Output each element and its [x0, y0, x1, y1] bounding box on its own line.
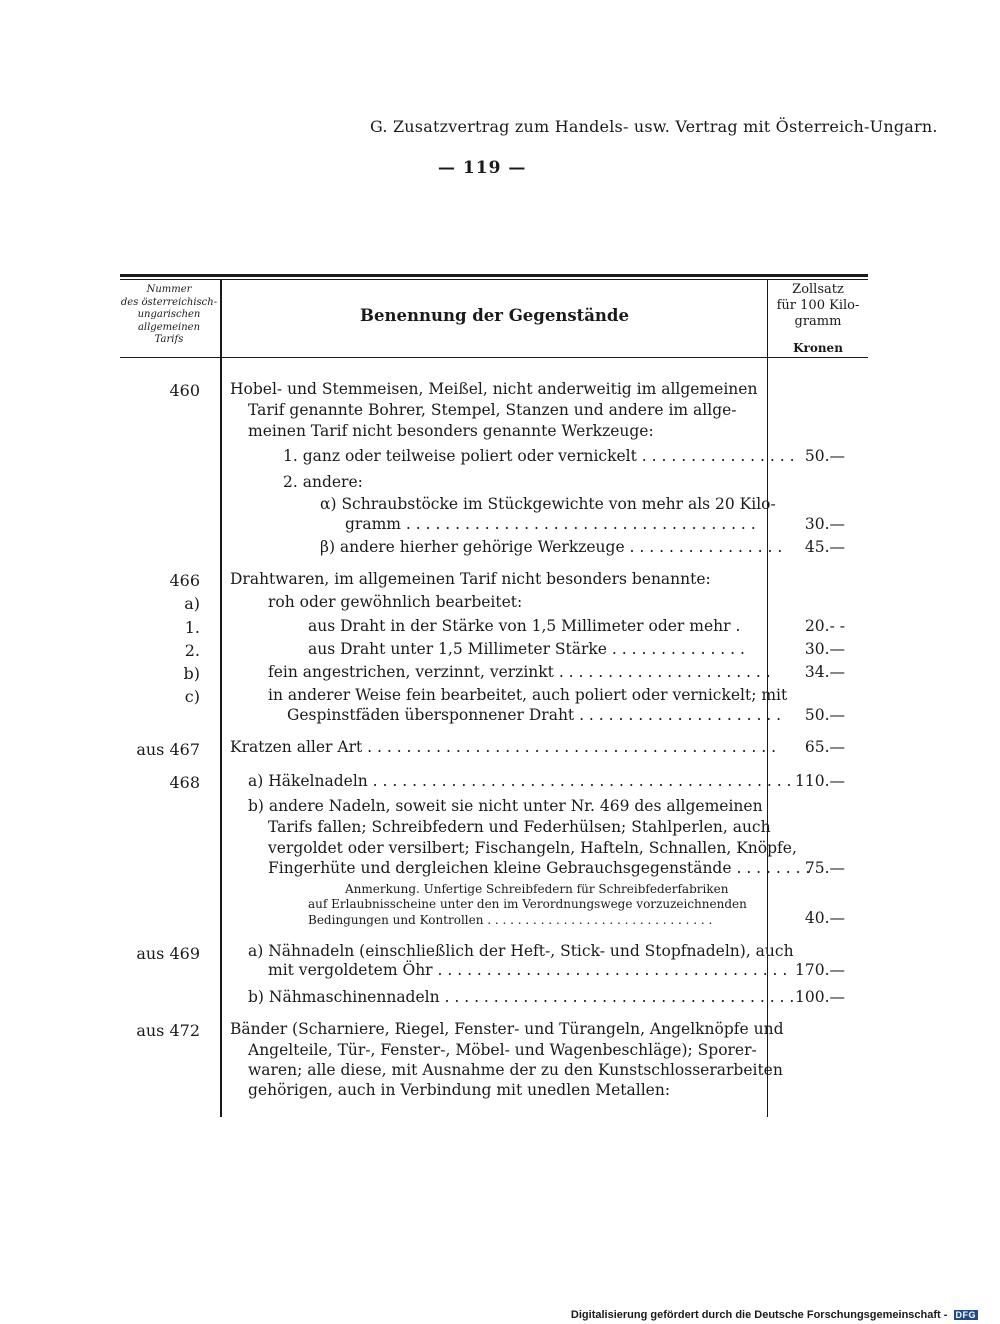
item-description: Tarifs fallen; Schreibfedern und Federhülsen; Stahlperlen, auch [268, 818, 771, 836]
item-description: Angelteile, Tür-, Fenster-, Möbel- und Wagenbeschläge); Sporer- [248, 1041, 757, 1059]
duty-rate: 170.— [794, 961, 845, 979]
duty-rate: 30.— [804, 640, 845, 658]
tariff-number: 2. [184, 641, 200, 660]
tariff-number: a) [184, 594, 200, 613]
header-rate-unit: Kronen [793, 341, 843, 355]
item-description: Hobel- und Stemmeisen, Meißel, nicht anderweitig im allgemeinen [230, 380, 758, 398]
page-number: — 119 — [438, 158, 527, 178]
footer-credit-text: Digitalisierung gefördert durch die Deutsche Forschungsgemeinschaft - [570, 1309, 948, 1321]
item-description: roh oder gewöhnlich bearbeitet: [268, 593, 523, 611]
duty-rate: 20.- - [804, 617, 845, 635]
tariff-number: c) [184, 687, 200, 706]
tariff-number: 1. [184, 618, 200, 637]
item-description: b) Nähmaschinennadeln . . . . . . . . . . . . . . . . . . . . . . . . . . . . . . . . . . . . [248, 988, 795, 1006]
header-col-rate: Zollsatz für 100 Kilo- gramm [776, 282, 860, 329]
item-description: fein angestrichen, verzinnt, verzinkt . . . . . . . . . . . . . . . . . . . . . . [268, 663, 771, 681]
tariff-number: 460 [169, 381, 200, 400]
item-description: mit vergoldetem Öhr . . . . . . . . . . . . . . . . . . . . . . . . . . . . . . . . . . . . [268, 961, 788, 979]
dfg-logo-icon: DFG [955, 1310, 976, 1320]
running-title: G. Zusatzvertrag zum Handels- usw. Vertrag mit Österreich-Ungarn. [370, 117, 938, 136]
header-col-description: Benennung der Gegenstände [360, 306, 629, 325]
item-description: vergoldet oder versilbert; Fischangeln, Hafteln, Schnallen, Knöpfe, [268, 839, 797, 857]
duty-rate: 45.— [804, 538, 845, 556]
footer-credit [571, 1309, 978, 1321]
item-description: Kratzen aller Art . . . . . . . . . . . . . . . . . . . . . . . . . . . . . . . . . . . . . . . . . . [230, 738, 777, 756]
note-text: Bedingungen und Kontrollen . . . . . . . . . . . . . . . . . . . . . . . . . . . . . . [308, 913, 713, 927]
item-description: aus Draht in der Stärke von 1,5 Millimeter oder mehr . [308, 617, 741, 635]
duty-rate: 34.— [804, 663, 845, 681]
item-description: β) andere hierher gehörige Werkzeuge . . . . . . . . . . . . . . . . [320, 538, 783, 556]
duty-rate: 75.— [804, 859, 845, 877]
duty-rate: 30.— [804, 515, 845, 533]
tariff-number: 466 [169, 571, 200, 590]
header-col-number: Nummer des österreichisch- ungarischen allgemeinen Tarifs [120, 284, 218, 345]
item-description: Fingerhüte und dergleichen kleine Gebrauchsgegenstände . . . . . . . . [268, 859, 811, 877]
note-text: Anmerkung. Unfertige Schreibfedern für Schreibfederfabriken [345, 882, 729, 896]
item-description: Bänder (Scharniere, Riegel, Fenster- und Türangeln, Angelknöpfe und [230, 1020, 784, 1038]
tariff-number: 468 [169, 773, 200, 792]
duty-rate: 110.— [794, 772, 845, 790]
item-description: gramm . . . . . . . . . . . . . . . . . . . . . . . . . . . . . . . . . . . . [345, 515, 756, 533]
note-text: auf Erlaubnisscheine unter den im Verordnungswege vorzuzeichnenden [308, 897, 747, 911]
duty-rate: 40.— [804, 909, 845, 927]
table-top-rule-thin [120, 279, 868, 280]
item-description: meinen Tarif nicht besonders genannte Werkzeuge: [248, 422, 654, 440]
tariff-number: b) [183, 664, 200, 683]
column-divider-left [220, 279, 222, 1117]
duty-rate: 100.— [794, 988, 845, 1006]
item-description: a) Nähnadeln (einschließlich der Heft-, Stick- und Stopfnadeln), auch [248, 942, 794, 960]
item-description: b) andere Nadeln, soweit sie nicht unter Nr. 469 des allgemeinen [248, 797, 763, 815]
item-description: Drahtwaren, im allgemeinen Tarif nicht besonders benannte: [230, 570, 711, 588]
item-description: waren; alle diese, mit Ausnahme der zu den Kunstschlosserarbeiten [248, 1061, 783, 1079]
duty-rate: 50.— [804, 706, 845, 724]
tariff-number: aus 467 [136, 740, 200, 759]
item-description: 1. ganz oder teilweise poliert oder vernickelt . . . . . . . . . . . . . . . . [283, 447, 795, 465]
table-top-rule [120, 274, 868, 277]
item-description: aus Draht unter 1,5 Millimeter Stärke . . . . . . . . . . . . . . [308, 640, 745, 658]
item-description: gehörigen, auch in Verbindung mit unedlen Metallen: [248, 1081, 671, 1099]
tariff-number: aus 469 [136, 944, 200, 963]
item-description: α) Schraubstöcke im Stückgewichte von mehr als 20 Kilo- [320, 495, 776, 513]
table-header-rule [120, 357, 868, 358]
duty-rate: 50.— [804, 447, 845, 465]
item-description: in anderer Weise fein bearbeitet, auch poliert oder vernickelt; mit [268, 686, 788, 704]
duty-rate: 65.— [804, 738, 845, 756]
item-description: 2. andere: [283, 473, 363, 491]
item-description: Tarif genannte Bohrer, Stempel, Stanzen und andere im allge- [248, 401, 737, 419]
item-description: a) Häkelnadeln . . . . . . . . . . . . . . . . . . . . . . . . . . . . . . . . . . . . . . . . . . . [248, 772, 792, 790]
item-description: Gespinstfäden übersponnener Draht . . . . . . . . . . . . . . . . . . . . . [287, 706, 782, 724]
tariff-number: aus 472 [136, 1021, 200, 1040]
